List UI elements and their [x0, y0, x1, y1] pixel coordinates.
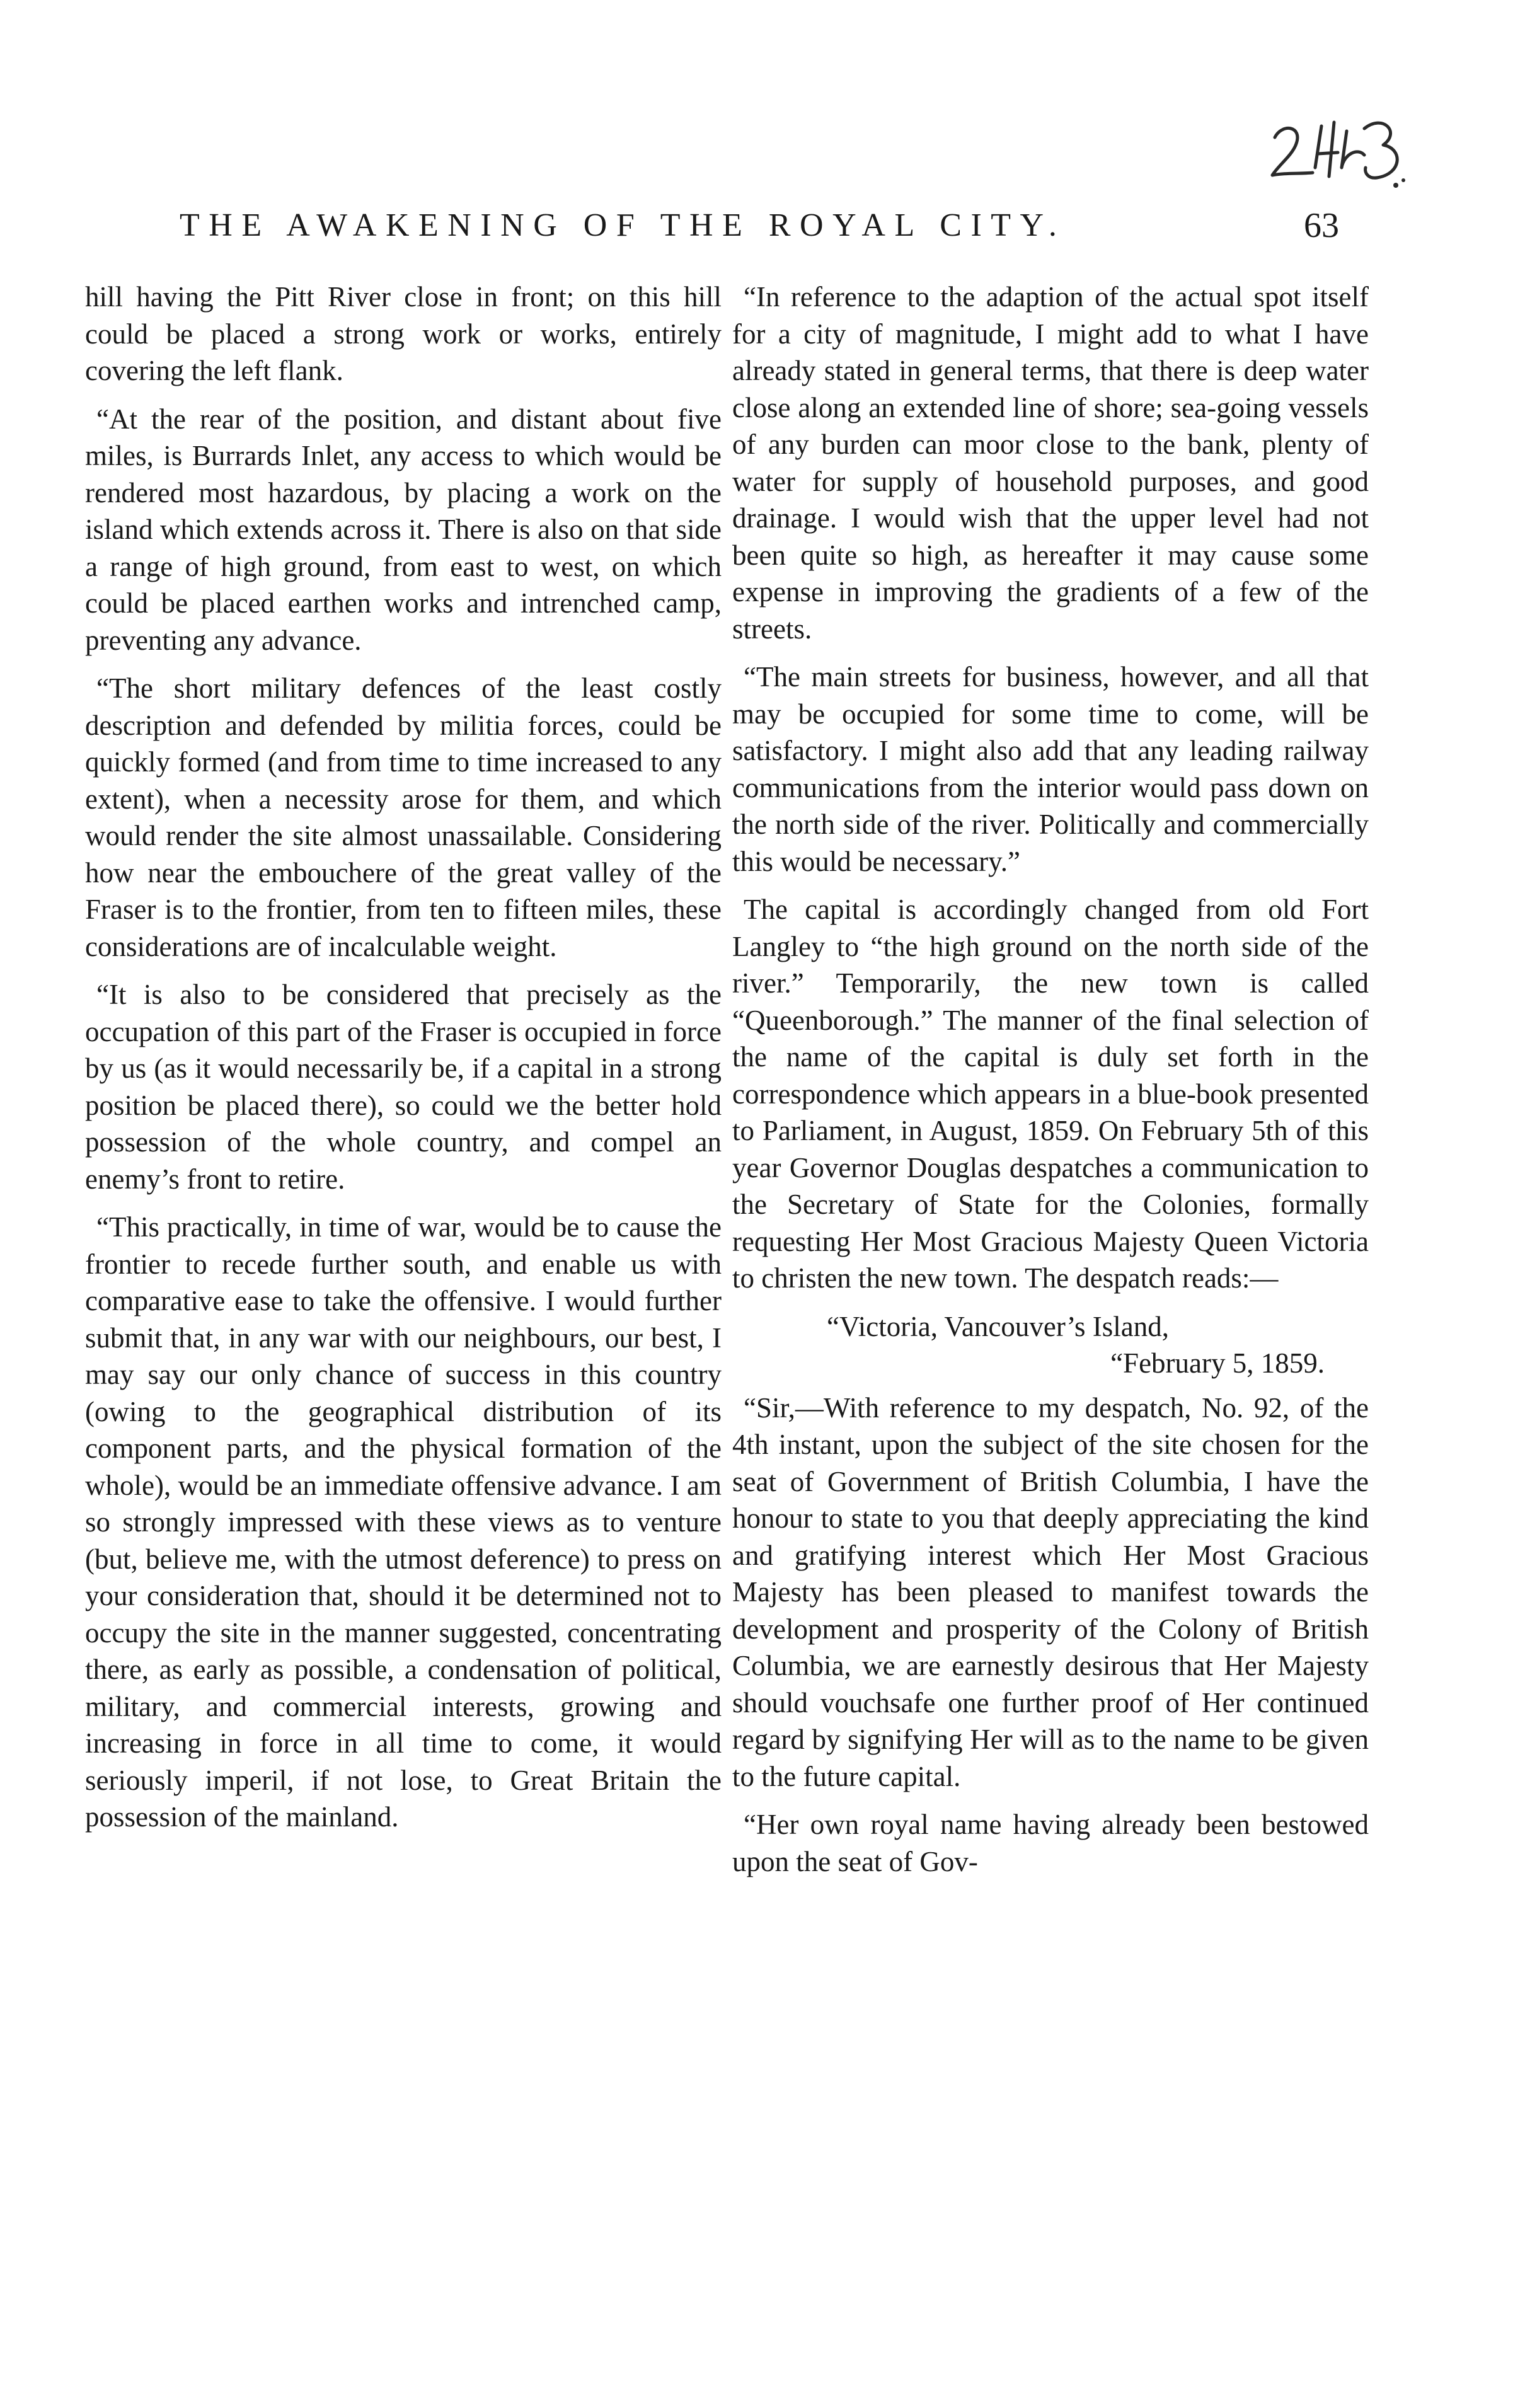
running-title: THE AWAKENING OF THE ROYAL CITY. [180, 207, 1066, 243]
dateline-date: “February 5, 1859. [1110, 1347, 1325, 1379]
paragraph: “Her own royal name having already been bestowed upon the seat of Gov- [732, 1809, 1369, 1877]
left-column [85, 279, 722, 1847]
paragraph: The capital is accordingly changed from old Fort Langley to “the high ground on the north side of the river.” Temporarily, the new town is called “Queenborough.” The manner of the final selection of the name of the capital is duly set forth in the correspondence which appears in a blue-book presented to Parliament, in August, 1859. On February 5th of this year Governor Douglas despatches a communication to the Secretary of State for the Colonies, formally requesting Her Most Gracious Majesty Queen Victoria to christen the new town. The despatch reads:— [732, 894, 1369, 1294]
paragraph: “The main streets for business, however, and all that may be occupied for some time to come, will be satisfactory. I might also add that any leading railway communications from the interior would pass down on the north side of the river. Politically and commercially this would be necessary.” [732, 661, 1369, 877]
letter-dateline [732, 1308, 1369, 1382]
paragraph: “This practically, in time of war, would be to cause the frontier to recede further south, and enable us with comparative ease to take the offensive. I would further submit that, in any war with our neighbours, our best, I may say our only chance of success in this country (owing to the geographical distribution of its component parts, and the physical formation of the whole), would be an immediate offensive advance. I am so strongly impressed with these views as to venture (but, believe me, with the utmost deference) to press on your consideration that, should it be determined not to occupy the site in the manner suggested, concentrating there, as early as possible, a condensation of political, military, and commercial interests, growing and increasing in force in all time to come, it would seriously imperil, if not lose, to Great Britain the possession of the mainland. [85, 1211, 722, 1833]
paragraph: “In reference to the adaption of the actual spot itself for a city of magnitude, I might add to what I have already stated in general terms, that there is deep water close along an extended line of shore; sea-going vessels of any burden can moor close to the bank, plenty of water for supply of household purposes, and good drainage. I would wish that the upper level had not been quite so high, as hereafter it may cause some expense in improving the gradients of a few of the streets. [732, 281, 1369, 645]
paragraph: “Sir,—With reference to my despatch, No. 92, of the 4th instant, upon the subject of the site chosen for the seat of Government of British Columbia, I have the honour to state to you that deeply appreciating the kind and gratifying interest which Her Most Gracious Majesty has been pleased to manifest towards the development and prosperity of the Colony of British Columbia, we are earnestly desirous that Her Majesty should vouchsafe one further proof of Her continued regard by signifying Her will as to the name to be given to the future capital. [732, 1391, 1369, 1792]
right-column [732, 279, 1369, 1891]
paragraph: “It is also to be considered that precisely as the occupation of this part of the Fraser is occupied in force by us (as it would necessarily be, if a capital in a strong position be placed there), so could we the better hold possession of the whole country, and compel an enemy’s front to retire. [85, 979, 722, 1195]
running-header [180, 200, 1339, 251]
dateline-place: “Victoria, Vancouver’s Island, [827, 1310, 1169, 1342]
paragraph: “The short military defences of the least costly description and defended by militia forces, could be quickly formed (and from time to time increased to any extent), when a necessity arose for them, and which would render the site almost unassailable. Considering how near the embouchere of the great valley of the Fraser is to the frontier, from ten to fifteen miles, these considerations are of incalculable weight. [85, 672, 722, 962]
paragraph: hill having the Pitt River close in front; on this hill could be placed a strong work or works, entirely covering the left flank. [85, 281, 722, 386]
paragraph: “At the rear of the position, and distant about five miles, is Burrards Inlet, any access to which would be rendered most hazardous, by placing a work on the island which extends across it. There is also on that side a range of high ground, from east to west, on which could be placed earthen works and intrenched camp, preventing any advance. [85, 403, 722, 656]
handwritten-page-annotation [1263, 107, 1408, 195]
page-number: 63 [1304, 206, 1339, 245]
